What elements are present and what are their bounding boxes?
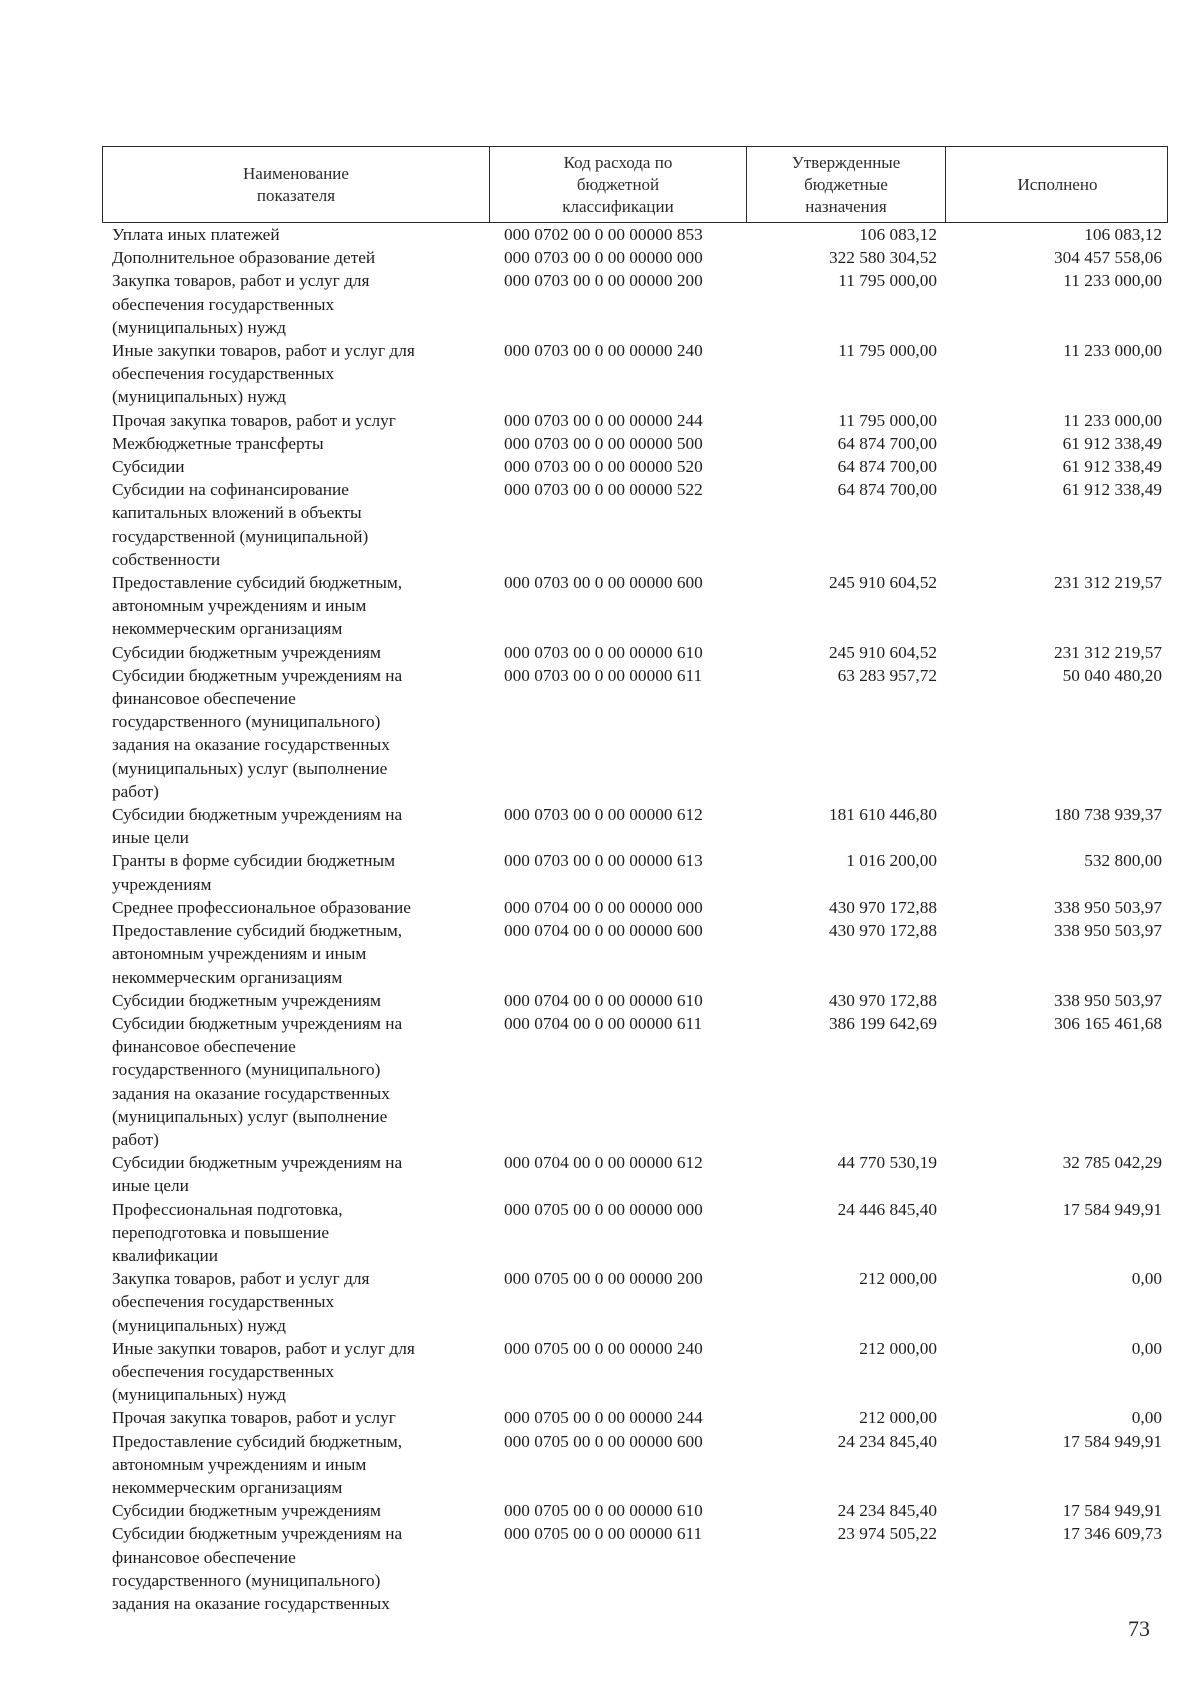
table-row <box>102 455 1168 478</box>
cell-name: Закупка товаров, работ и услуг для обеспечения государственных (муниципальных) нужд <box>112 1269 370 1335</box>
cell-name: Предоставление субсидий бюджетным, автономным учреждениям и иным некоммерческим организациям <box>112 1431 403 1497</box>
cell-code: 000 0703 00 0 00 00000 520 <box>504 457 703 477</box>
cell-approved: 386 199 642,69 <box>828 1013 937 1033</box>
cell-executed: 180 738 939,37 <box>1053 805 1162 825</box>
table-row <box>102 1406 1168 1429</box>
cell-name: Субсидии бюджетным учреждениям на иные цели <box>112 1153 403 1196</box>
cell-name: Субсидии бюджетным учреждениям на финансовое обеспечение государственного (муниципального) задания на оказание государственных (муниципальных) услуг (выполнение работ) <box>112 1013 403 1149</box>
cell-approved: 245 910 604,52 <box>828 642 937 662</box>
cell-executed: 61 912 338,49 <box>1062 457 1162 477</box>
cell-executed: 61 912 338,49 <box>1062 433 1162 453</box>
cell-executed: 231 312 219,57 <box>1053 642 1162 662</box>
table-row <box>102 223 1168 246</box>
cell-code: 000 0703 00 0 00 00000 244 <box>504 410 703 430</box>
cell-approved: 23 974 505,22 <box>837 1524 937 1544</box>
cell-code: 000 0705 00 0 00 00000 244 <box>504 1408 703 1428</box>
cell-code: 000 0702 00 0 00 00000 853 <box>504 225 703 244</box>
cell-executed: 338 950 503,97 <box>1053 921 1162 941</box>
cell-executed: 306 165 461,68 <box>1053 1013 1162 1033</box>
cell-approved: 44 770 530,19 <box>837 1153 937 1173</box>
cell-name: Субсидии на софинансирование капитальных вложений в объекты государственной (муниципальной) собственности <box>112 480 369 569</box>
table-row <box>102 478 1168 571</box>
cell-approved: 430 970 172,88 <box>828 921 937 941</box>
cell-approved: 11 795 000,00 <box>838 410 937 430</box>
cell-approved: 181 610 446,80 <box>828 805 937 825</box>
cell-approved: 245 910 604,52 <box>828 573 937 593</box>
cell-executed: 17 584 949,91 <box>1062 1199 1162 1219</box>
cell-executed: 338 950 503,97 <box>1053 990 1162 1010</box>
cell-code: 000 0703 00 0 00 00000 613 <box>504 851 703 871</box>
cell-approved: 24 234 845,40 <box>837 1431 937 1451</box>
cell-name: Субсидии бюджетным учреждениям на финансовое обеспечение государственного (муниципального) задания на оказание государственных <box>112 1524 403 1613</box>
table-body <box>102 223 1168 1615</box>
cell-approved: 11 795 000,00 <box>838 341 937 361</box>
cell-executed: 32 785 042,29 <box>1062 1153 1162 1173</box>
cell-name: Дополнительное образование детей <box>112 248 376 268</box>
cell-name: Субсидии <box>112 457 185 477</box>
cell-executed: 17 346 609,73 <box>1062 1524 1162 1544</box>
cell-code: 000 0704 00 0 00 00000 610 <box>504 990 703 1010</box>
cell-executed: 106 083,12 <box>1084 225 1162 244</box>
cell-executed: 17 584 949,91 <box>1062 1501 1162 1521</box>
cell-code: 000 0703 00 0 00 00000 200 <box>504 271 703 291</box>
cell-name: Предоставление субсидий бюджетным, автономным учреждениям и иным некоммерческим организациям <box>112 921 403 987</box>
cell-approved: 24 446 845,40 <box>837 1199 937 1219</box>
cell-code: 000 0705 00 0 00 00000 000 <box>504 1199 703 1219</box>
table-row <box>102 432 1168 455</box>
cell-approved: 212 000,00 <box>859 1269 937 1289</box>
cell-name: Прочая закупка товаров, работ и услуг <box>112 1408 396 1428</box>
cell-approved: 64 874 700,00 <box>837 480 937 500</box>
header-executed: Исполнено <box>1017 174 1098 194</box>
cell-name: Субсидии бюджетным учреждениям на финансовое обеспечение государственного (муниципального) задания на оказание государственных (муниципальных) услуг (выполнение работ) <box>112 665 403 801</box>
table-row <box>102 896 1168 919</box>
table-row <box>102 1012 1168 1151</box>
cell-executed: 17 584 949,91 <box>1062 1431 1162 1451</box>
cell-executed: 0,00 <box>1131 1269 1162 1289</box>
cell-executed: 11 233 000,00 <box>1063 271 1162 291</box>
cell-code: 000 0704 00 0 00 00000 612 <box>504 1153 703 1173</box>
cell-name: Субсидии бюджетным учреждениям <box>112 642 381 662</box>
table-row <box>102 246 1168 269</box>
cell-executed: 0,00 <box>1131 1408 1162 1428</box>
cell-code: 000 0705 00 0 00 00000 610 <box>504 1501 703 1521</box>
cell-name: Межбюджетные трансферты <box>112 433 324 453</box>
header-name: Наименование показателя <box>103 147 490 222</box>
cell-executed: 304 457 558,06 <box>1053 248 1162 268</box>
cell-executed: 61 912 338,49 <box>1062 480 1162 500</box>
cell-code: 000 0704 00 0 00 00000 611 <box>504 1013 703 1033</box>
table-row <box>102 1499 1168 1522</box>
cell-code: 000 0703 00 0 00 00000 611 <box>504 665 703 685</box>
table-row <box>102 1522 1168 1615</box>
cell-code: 000 0703 00 0 00 00000 610 <box>504 642 703 662</box>
table-row <box>102 1337 1168 1407</box>
cell-approved: 11 795 000,00 <box>838 271 937 291</box>
page-number: 73 <box>1128 1616 1150 1641</box>
table-row <box>102 803 1168 849</box>
budget-table <box>102 146 1168 1615</box>
cell-code: 000 0704 00 0 00 00000 000 <box>504 897 703 917</box>
cell-name: Закупка товаров, работ и услуг для обеспечения государственных (муниципальных) нужд <box>112 271 370 337</box>
cell-name: Уплата иных платежей <box>112 225 280 244</box>
cell-code: 000 0705 00 0 00 00000 240 <box>504 1338 703 1358</box>
cell-code: 000 0703 00 0 00 00000 240 <box>504 341 703 361</box>
cell-name: Профессиональная подготовка, переподготовка и повышение квалификации <box>112 1199 343 1265</box>
table-row <box>102 1430 1168 1500</box>
cell-code: 000 0703 00 0 00 00000 500 <box>504 433 703 453</box>
table-row <box>102 849 1168 895</box>
cell-name: Прочая закупка товаров, работ и услуг <box>112 410 396 430</box>
table-row <box>102 269 1168 339</box>
cell-code: 000 0705 00 0 00 00000 200 <box>504 1269 703 1289</box>
header-approved: Утвержденные бюджетные назначения <box>747 147 946 222</box>
table-row <box>102 664 1168 803</box>
header-code: Код расхода по бюджетной классификации <box>490 147 747 222</box>
cell-executed: 50 040 480,20 <box>1062 665 1162 685</box>
cell-name: Субсидии бюджетным учреждениям <box>112 1501 381 1521</box>
table-row <box>102 919 1168 989</box>
cell-name: Предоставление субсидий бюджетным, автономным учреждениям и иным некоммерческим организациям <box>112 573 403 639</box>
cell-approved: 24 234 845,40 <box>837 1501 937 1521</box>
cell-name: Субсидии бюджетным учреждениям <box>112 990 381 1010</box>
cell-name: Гранты в форме субсидии бюджетным учреждениям <box>112 851 396 894</box>
cell-approved: 64 874 700,00 <box>837 457 937 477</box>
cell-approved: 212 000,00 <box>859 1338 937 1358</box>
cell-code: 000 0703 00 0 00 00000 612 <box>504 805 703 825</box>
table-row <box>102 1267 1168 1337</box>
cell-approved: 64 874 700,00 <box>837 433 937 453</box>
cell-executed: 0,00 <box>1131 1338 1162 1358</box>
table-row <box>102 1198 1168 1268</box>
cell-code: 000 0704 00 0 00 00000 600 <box>504 921 703 941</box>
table-row <box>102 1151 1168 1197</box>
cell-code: 000 0705 00 0 00 00000 611 <box>504 1524 703 1544</box>
cell-executed: 231 312 219,57 <box>1053 573 1162 593</box>
cell-code: 000 0703 00 0 00 00000 522 <box>504 480 703 500</box>
cell-code: 000 0703 00 0 00 00000 600 <box>504 573 703 593</box>
table-row <box>102 641 1168 664</box>
cell-name: Субсидии бюджетным учреждениям на иные цели <box>112 805 403 848</box>
cell-executed: 338 950 503,97 <box>1053 897 1162 917</box>
cell-name: Среднее профессиональное образование <box>112 897 411 917</box>
cell-approved: 430 970 172,88 <box>828 897 937 917</box>
cell-approved: 1 016 200,00 <box>846 851 937 871</box>
cell-executed: 11 233 000,00 <box>1063 410 1162 430</box>
cell-name: Иные закупки товаров, работ и услуг для обеспечения государственных (муниципальных) нужд <box>112 341 415 407</box>
cell-code: 000 0705 00 0 00 00000 600 <box>504 1431 703 1451</box>
cell-code: 000 0703 00 0 00 00000 000 <box>504 248 703 268</box>
cell-approved: 212 000,00 <box>859 1408 937 1428</box>
table-row <box>102 409 1168 432</box>
cell-approved: 322 580 304,52 <box>828 248 937 268</box>
table-header <box>102 146 1168 223</box>
cell-name: Иные закупки товаров, работ и услуг для обеспечения государственных (муниципальных) нужд <box>112 1338 415 1405</box>
cell-approved: 63 283 957,72 <box>837 665 937 685</box>
table-row <box>102 339 1168 409</box>
table-row <box>102 989 1168 1012</box>
table-row <box>102 571 1168 641</box>
cell-executed: 11 233 000,00 <box>1063 341 1162 361</box>
cell-approved: 430 970 172,88 <box>828 990 937 1010</box>
cell-executed: 532 800,00 <box>1084 851 1162 871</box>
cell-approved: 106 083,12 <box>859 225 937 244</box>
